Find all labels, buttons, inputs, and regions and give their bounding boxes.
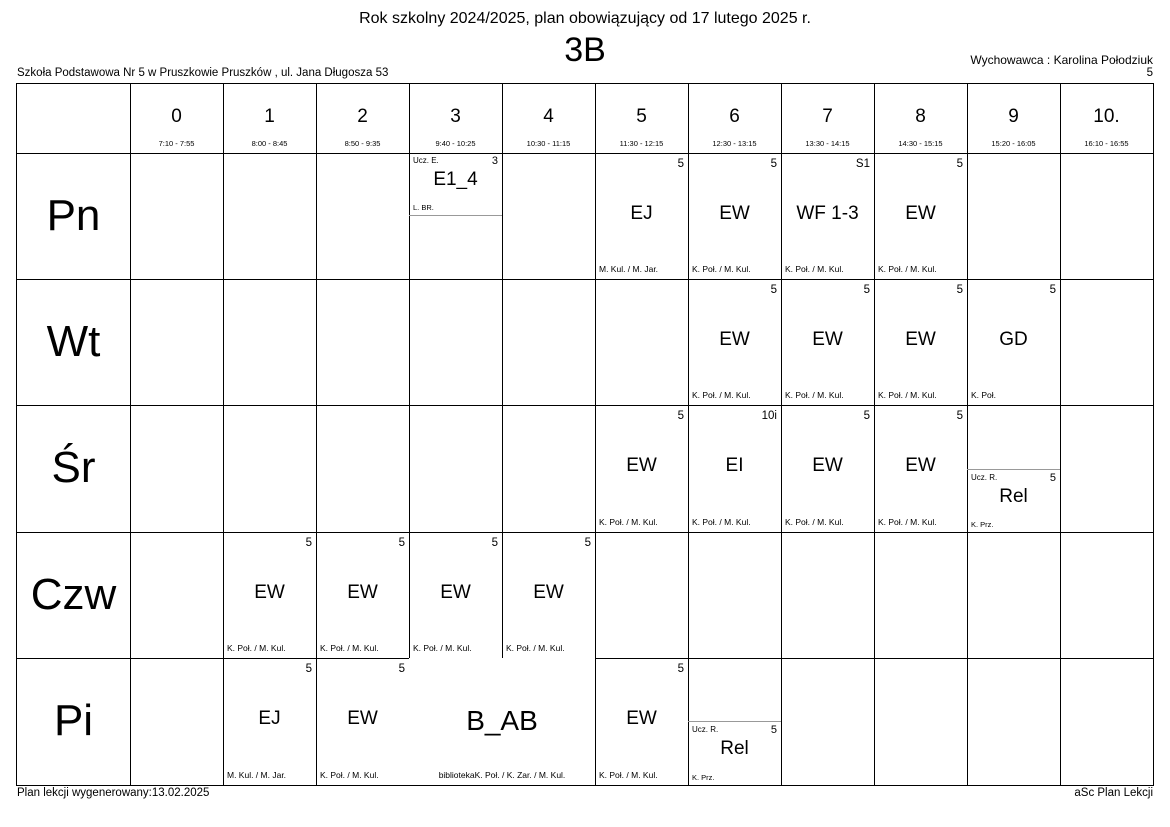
- room-label: 5: [863, 410, 870, 422]
- teacher-label: K. Poł. / M. Kul.: [599, 770, 658, 780]
- room-label: 5: [305, 663, 312, 675]
- period-header-0: [130, 84, 223, 153]
- subject-label: EW: [533, 582, 564, 603]
- period-time: 16:10 - 16:55: [1084, 139, 1129, 148]
- period-header-2: [316, 84, 409, 153]
- period-number: 5: [636, 106, 647, 127]
- teacher-label: K. Poł. / M. Kul.: [599, 517, 658, 527]
- room-label: 5: [956, 158, 963, 170]
- teacher-label: K. Poł. / M. Kul.: [320, 770, 379, 780]
- period-header-5: [595, 84, 688, 153]
- subject-label: EW: [626, 455, 657, 476]
- period-time: 15:20 - 16:05: [991, 139, 1036, 148]
- group-label: Ucz. R.: [971, 473, 998, 482]
- period-header-3: [409, 84, 502, 153]
- teacher-label: K. Poł.: [971, 390, 997, 400]
- period-time: 8:00 - 8:45: [251, 139, 288, 148]
- room-label: 5: [305, 537, 312, 549]
- subject-label: EI: [725, 455, 744, 476]
- lesson-wt-6: [688, 279, 781, 405]
- period-time: 11:30 - 12:15: [619, 139, 664, 148]
- group-label: Ucz. E.: [413, 156, 439, 165]
- teacher-label: K. Prz.: [692, 773, 715, 782]
- subject-label: EW: [254, 582, 285, 603]
- room-label: 5: [584, 537, 591, 549]
- room-label: 5: [1049, 472, 1056, 484]
- room-label: 5: [677, 158, 684, 170]
- lesson-pi-3-4: [409, 658, 595, 785]
- period-number: 3: [450, 106, 461, 127]
- teacher-label: K. Poł. / M. Kul.: [506, 643, 565, 653]
- lesson-pn-3: [409, 153, 502, 216]
- lesson-czw-1: [223, 532, 316, 658]
- room-label: 5: [770, 724, 777, 736]
- teacher-label: K. Poł. / M. Kul.: [692, 390, 751, 400]
- period-number: 8: [915, 106, 926, 127]
- room-label: 5: [1049, 284, 1056, 296]
- class-name: 3B: [564, 31, 606, 69]
- lesson-wt-7: [781, 279, 874, 405]
- period-header-9: [967, 84, 1060, 153]
- period-number: 0: [171, 106, 182, 127]
- room-label: 5: [491, 537, 498, 549]
- teacher-label: K. Prz.: [971, 520, 994, 529]
- lesson-sr-7: [781, 405, 874, 532]
- room-label: 3: [491, 155, 498, 167]
- lesson-pi-5: [595, 658, 688, 785]
- period-header-1: [223, 84, 316, 153]
- subject-label: EW: [719, 329, 750, 350]
- period-time: 14:30 - 15:15: [898, 139, 943, 148]
- period-time: 7:10 - 7:55: [158, 139, 195, 148]
- lesson-wt-9: [967, 279, 1060, 405]
- period-time: 13:30 - 14:15: [805, 139, 850, 148]
- teacher-label: K. Poł. / M. Kul.: [878, 390, 937, 400]
- teacher-label: K. Poł. / M. Kul.: [878, 517, 937, 527]
- room-label: 5: [677, 410, 684, 422]
- subject-label: EW: [905, 203, 936, 224]
- room-label: 5: [677, 663, 684, 675]
- lesson-sr-6: [688, 405, 781, 532]
- software-credit: aSc Plan Lekcji: [1074, 787, 1153, 799]
- subject-label: Rel: [999, 486, 1028, 507]
- room-label: 5: [398, 537, 405, 549]
- room-label: 5: [956, 410, 963, 422]
- subject-label: EW: [905, 329, 936, 350]
- subject-label: EW: [812, 329, 843, 350]
- subject-label: EW: [347, 582, 378, 603]
- day-label-pn: Pn: [46, 191, 101, 240]
- period-time: 9:40 - 10:25: [435, 139, 476, 148]
- schedule-title: Rok szkolny 2024/2025, plan obowiązujący od 17 lutego 2025 r.: [359, 10, 811, 27]
- room-label: 5: [956, 284, 963, 296]
- day-label-wt: Wt: [46, 317, 101, 366]
- period-number: 7: [822, 106, 833, 127]
- teacher-label: M. Kul. / M. Jar.: [599, 264, 659, 274]
- teacher-label: K. Poł. / M. Kul.: [785, 517, 844, 527]
- teacher-label: K. Poł. / M. Kul.: [692, 264, 751, 274]
- lesson-czw-4: [502, 532, 595, 658]
- teacher-label: bibliotekaK. Poł. / K. Zar. / M. Kul.: [438, 770, 566, 780]
- period-number: 10.: [1093, 106, 1120, 127]
- room-label: 5: [863, 284, 870, 296]
- period-number: 6: [729, 106, 740, 127]
- school-info: Szkoła Podstawowa Nr 5 w Pruszkowie Pruszków , ul. Jana Długosza 53: [17, 67, 389, 79]
- lesson-pi-6: [688, 721, 781, 785]
- subject-label: B_AB: [466, 705, 538, 736]
- subject-label: EW: [440, 582, 471, 603]
- lesson-pi-2: [316, 658, 409, 785]
- lesson-pn-8: [874, 153, 967, 279]
- lesson-czw-3: [409, 532, 502, 658]
- teacher-label: L. BR.: [413, 203, 434, 212]
- lesson-wt-8: [874, 279, 967, 405]
- period-header-4: [502, 84, 595, 153]
- subject-label: EJ: [630, 203, 653, 224]
- period-number: 1: [264, 106, 275, 127]
- group-label: Ucz. R.: [692, 725, 719, 734]
- period-header-6: [688, 84, 781, 153]
- period-time: 12:30 - 13:15: [712, 139, 757, 148]
- lesson-sr-8: [874, 405, 967, 532]
- subject-label: Rel: [720, 738, 749, 759]
- timetable-grid: [16, 83, 1154, 786]
- lesson-pn-7: [781, 153, 874, 279]
- teacher-label: K. Poł. / M. Kul.: [785, 264, 844, 274]
- room-label: S1: [855, 158, 870, 170]
- teacher-label: M. Kul. / M. Jar.: [227, 770, 287, 780]
- subject-label: GD: [999, 329, 1028, 350]
- teacher-label: K. Poł. / M. Kul.: [878, 264, 937, 274]
- subject-label: EW: [626, 708, 657, 729]
- generated-date: Plan lekcji wygenerowany:13.02.2025: [17, 787, 210, 799]
- period-number: 4: [543, 106, 554, 127]
- period-header-8: [874, 84, 967, 153]
- day-label-czw: Czw: [30, 570, 117, 619]
- subject-label: WF 1-3: [796, 203, 859, 224]
- lesson-sr-9: [967, 469, 1060, 532]
- subject-label: E1_4: [433, 169, 478, 190]
- subject-label: EW: [719, 203, 750, 224]
- teacher-label: K. Poł. / M. Kul.: [785, 390, 844, 400]
- teacher-label: K. Poł. / M. Kul.: [413, 643, 472, 653]
- period-time: 10:30 - 11:15: [526, 139, 571, 148]
- room-label: 10i: [761, 410, 777, 422]
- subject-label: EW: [812, 455, 843, 476]
- teacher-label: K. Poł. / M. Kul.: [227, 643, 286, 653]
- subject-label: EJ: [258, 708, 281, 729]
- lesson-pn-6: [688, 153, 781, 279]
- page-number: 5: [1146, 67, 1153, 79]
- room-label: 5: [398, 663, 405, 675]
- period-number: 2: [357, 106, 368, 127]
- lesson-czw-2: [316, 532, 409, 658]
- lesson-pn-5: [595, 153, 688, 279]
- teacher-label: K. Poł. / M. Kul.: [692, 517, 751, 527]
- period-time: 8:50 - 9:35: [344, 139, 381, 148]
- day-label-sr: Śr: [51, 443, 96, 492]
- homeroom-teacher: Wychowawca : Karolina Połodziuk: [970, 53, 1153, 67]
- period-header-10: [1060, 84, 1153, 153]
- subject-label: EW: [347, 708, 378, 729]
- teacher-label: K. Poł. / M. Kul.: [320, 643, 379, 653]
- lesson-pi-1: [223, 658, 316, 785]
- period-number: 9: [1008, 106, 1019, 127]
- lesson-sr-5: [595, 405, 688, 532]
- period-header-7: [781, 84, 874, 153]
- day-label-pi: Pi: [53, 696, 94, 745]
- room-label: 5: [770, 158, 777, 170]
- room-label: 5: [770, 284, 777, 296]
- subject-label: EW: [905, 455, 936, 476]
